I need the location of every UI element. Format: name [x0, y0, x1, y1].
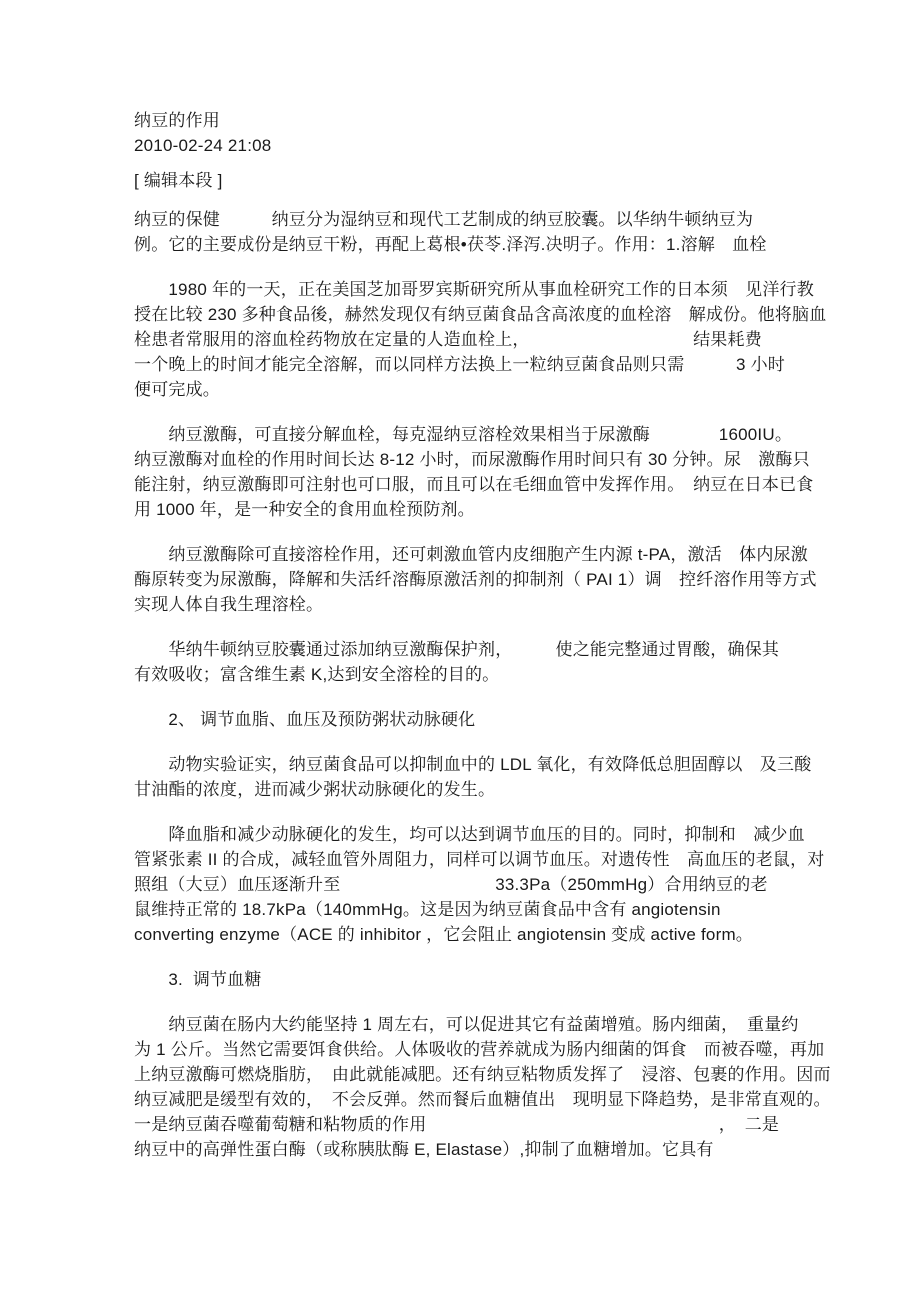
edit-section-block [134, 168, 794, 193]
text-line: 纳豆激酶，可直接分解血栓，每克湿纳豆溶栓效果相当于尿激酶 1600IU。 [134, 425, 793, 444]
text-line: 照组（大豆）血压逐渐升至 33.3Pa（250mmHg）合用纳豆的老 [134, 875, 768, 894]
section-heading-2 [134, 707, 794, 732]
text-line: 能注射，纳豆激酶即可注射也可口服，而且可以在毛细血管中发挥作用。 纳豆在日本已食 [134, 475, 814, 494]
text-line: 实现人体自我生理溶栓。 [134, 595, 324, 614]
paragraph [134, 542, 817, 617]
timestamp: 2010-02-24 21:08 [134, 136, 272, 155]
text-line: 酶原转变为尿激酶，降解和失活纤溶酶原激活剂的抑制剂（ PAI 1）调 控纤溶作用等方式 [134, 570, 817, 589]
text-line: 一个晚上的时间才能完全溶解，而以同样方法换上一粒纳豆菌食品则只需 3 小时 [134, 355, 785, 374]
text-line: 降血脂和减少动脉硬化的发生，均可以达到调节血压的目的。同时，抑制和 减少血 [134, 825, 805, 844]
text-line: 为 1 公斤。当然它需要饵食供给。人体吸收的营养就成为肠内细菌的饵食 而被吞噬，再加 [134, 1040, 825, 1059]
paragraph [134, 207, 794, 257]
text-line: 上纳豆激酶可燃烧脂肪， 由此就能减肥。还有纳豆粘物质发挥了 浸溶、包裹的作用。因而 [134, 1065, 831, 1084]
text-line: 华纳牛顿纳豆胶囊通过添加纳豆激酶保护剂， 使之能完整通过胃酸，确保其 [134, 640, 780, 659]
text-line: 鼠维持正常的 18.7kPa（140mmHg。这是因为纳豆菌食品中含有 angiotensin [134, 900, 721, 919]
title-block [134, 108, 794, 158]
paragraph [134, 822, 825, 947]
text-line: 1980 年的一天，正在美国芝加哥罗宾斯研究所从事血栓研究工作的日本须 见洋行教 [134, 280, 814, 299]
paragraph [134, 422, 814, 522]
text-line: 便可完成。 [134, 380, 220, 399]
paragraph [134, 277, 827, 402]
text-line: converting enzyme（ACE 的 inhibitor ，它会阻止 angiotensin 变成 active form。 [134, 925, 753, 944]
edit-section-label: [ 编辑本段 ] [134, 171, 223, 190]
text-line: 一是纳豆菌吞噬葡萄糖和粘物质的作用 ， 二是 [134, 1115, 780, 1134]
paragraph [134, 1012, 831, 1162]
text-line: 栓患者常服用的溶血栓药物放在定量的人造血栓上， 结果耗费 [134, 330, 762, 349]
text-line: 纳豆激酶除可直接溶栓作用，还可刺激血管内皮细胞产生内源 t-PA，激活 体内尿激 [134, 545, 808, 564]
paragraph [134, 752, 812, 802]
document-content [134, 108, 831, 1182]
page-title: 纳豆的作用 [134, 111, 220, 130]
text-line: 例。它的主要成份是纳豆干粉，再配上葛根•茯苓.泽泻.决明子。作用：1.溶解 血栓 [134, 235, 767, 254]
text-line: 纳豆菌在肠内大约能坚持 1 周左右，可以促进其它有益菌增殖。肠内细菌， 重量约 [134, 1015, 799, 1034]
paragraph [134, 637, 794, 687]
section-heading: 2、 调节血脂、血压及预防粥状动脉硬化 [134, 710, 476, 729]
text-line: 纳豆激酶对血栓的作用时间长达 8-12 小时，而尿激酶作用时间只有 30 分钟。尿 激酶只 [134, 450, 810, 469]
text-line: 动物实验证实，纳豆菌食品可以抑制血中的 LDL 氧化，有效降低总胆固醇以 及三酸 [134, 755, 812, 774]
section-heading: 3. 调节血糖 [134, 970, 262, 989]
section-heading-3 [134, 967, 794, 992]
text-line: 授在比较 230 多种食品後，赫然发现仅有纳豆菌食品含高浓度的血栓溶 解成份。他将脑血 [134, 305, 827, 324]
text-line: 纳豆的保健 纳豆分为湿纳豆和现代工艺制成的纳豆胶囊。以华纳牛顿纳豆为 [134, 210, 754, 229]
text-line: 管紧张素 II 的合成，减轻血管外周阻力，同样可以调节血压。对遗传性 高血压的老鼠，对 [134, 850, 825, 869]
text-line: 甘油酯的浓度，进而减少粥状动脉硬化的发生。 [134, 780, 496, 799]
text-line: 纳豆减肥是缓型有效的， 不会反弹。然而餐后血糖值出 现明显下降趋势，是非常直观的。 [134, 1090, 831, 1109]
text-line: 有效吸收；富含维生素 K,达到安全溶栓的目的。 [134, 665, 500, 684]
text-line: 用 1000 年，是一种安全的食用血栓预防剂。 [134, 500, 475, 519]
text-line: 纳豆中的高弹性蛋白酶（或称胰肽酶 E, Elastase）,抑制了血糖增加。它具有 [134, 1140, 714, 1159]
